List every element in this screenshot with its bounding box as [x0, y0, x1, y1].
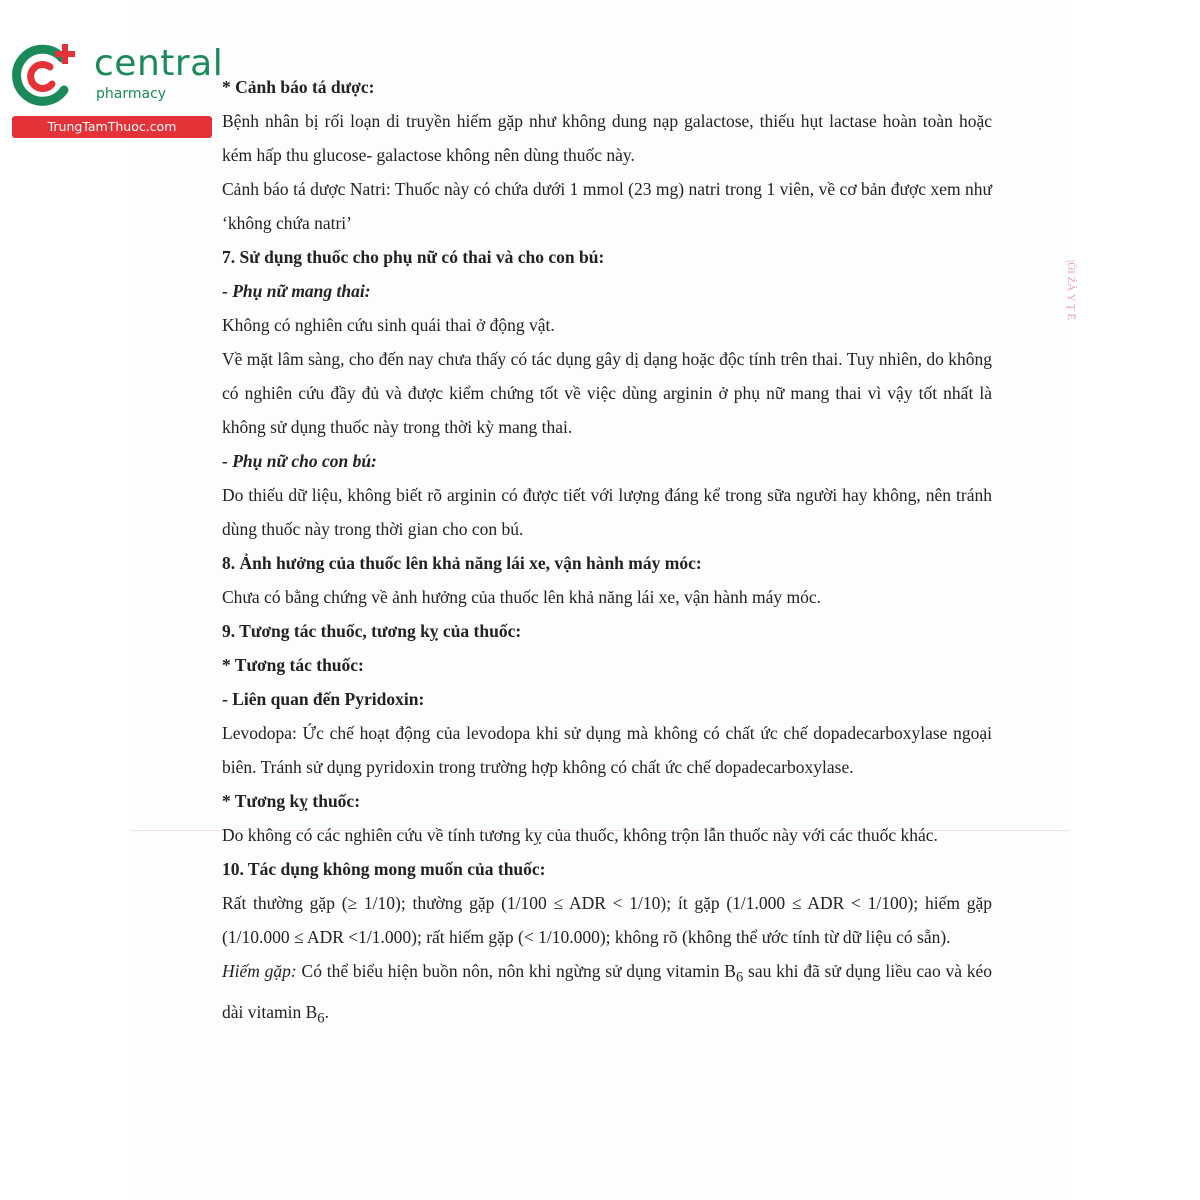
- heading-section-7: 7. Sử dụng thuốc cho phụ nữ có thai và cho con bú:: [222, 247, 605, 267]
- paragraph-sodium: Cảnh báo tá dược Natri: Thuốc này có chứa dưới 1 mmol (23 mg) natri trong 1 viên, về cơ bản được xem như ‘không chứa natri’: [222, 179, 992, 233]
- paragraph-no-studies: Không có nghiên cứu sinh quái thai ở động vật.: [222, 315, 555, 335]
- logo-subtitle: pharmacy: [96, 86, 167, 102]
- central-pharmacy-logo[interactable]: [8, 38, 224, 138]
- heading-section-9: 9. Tương tác thuốc, tương kỵ của thuốc:: [222, 621, 522, 641]
- subheading-pregnant: - Phụ nữ mang thai:: [222, 281, 371, 301]
- subheading-pyridoxin: - Liên quan đến Pyridoxin:: [222, 689, 425, 709]
- central-logo-icon: [10, 40, 84, 110]
- paragraph-incompatibility: Do không có các nghiên cứu về tính tương kỵ của thuốc, không trộn lẫn thuốc này với các thuốc khác.: [222, 825, 938, 845]
- subscript-6-b: 6: [317, 1010, 325, 1026]
- paragraph-rare: [222, 954, 992, 1035]
- subheading-breastfeeding: - Phụ nữ cho con bú:: [222, 451, 377, 471]
- document-body: [222, 70, 992, 1035]
- subscript-6-a: 6: [735, 969, 744, 986]
- logo-url-badge[interactable]: TrungTamThuoc.com: [12, 116, 212, 138]
- text-rare-c: .: [324, 1001, 329, 1022]
- paragraph-levodopa: Levodopa: Ức chế hoạt động của levodopa khi sử dụng mà không có chất ức chế dopadecarboxylase ngoại biên. Tránh sử dụng pyridoxin trong trường hợp không có chất ức chế dopadecarboxylase.: [222, 723, 992, 777]
- side-stamp-mark: |ŌI ŹÀ Y Ţ Ē: [1065, 260, 1077, 321]
- heading-section-8: 8. Ảnh hưởng của thuốc lên khả năng lái xe, vận hành máy móc:: [222, 553, 702, 573]
- label-rare: Hiếm gặp:: [222, 961, 297, 981]
- paragraph-driving: Chưa có bằng chứng về ảnh hưởng của thuốc lên khả năng lái xe, vận hành máy móc.: [222, 587, 821, 607]
- paragraph-frequency: Rất thường gặp (≥ 1/10); thường gặp (1/100 ≤ ADR < 1/10); ít gặp (1/1.000 ≤ ADR < 1/100); hiếm gặp (1/10.000 ≤ ADR <1/1.000); rất hiếm gặp (< 1/10.000); không rõ (không thể ước tính từ dữ liệu có sẵn).: [222, 893, 992, 947]
- text-rare-b: sau khi đã sử dụng liều cao và kéo dài vitamin B: [222, 961, 993, 1022]
- logo-name: central: [94, 43, 224, 84]
- heading-section-10: 10. Tác dụng không mong muốn của thuốc:: [222, 859, 546, 879]
- text-rare-a: Có thể biểu hiện buồn nôn, nôn khi ngừng sử dụng vitamin B: [296, 961, 736, 981]
- subheading-incompatibility: * Tương kỵ thuốc:: [222, 791, 361, 811]
- heading-excipient-warning: * Cảnh báo tá dược:: [222, 77, 375, 97]
- paragraph-clinical: Về mặt lâm sàng, cho đến nay chưa thấy có tác dụng gây dị dạng hoặc độc tính trên thai. Tuy nhiên, do không có nghiên cứu đầy đủ và được kiểm chứng tốt về việc dùng arginin ở phụ nữ mang thai vì vậy tốt nhất là không sử dụng thuốc này trong thời kỳ mang thai.: [222, 349, 992, 437]
- paragraph-breastfeeding: Do thiếu dữ liệu, không biết rõ arginin có được tiết với lượng đáng kể trong sữa người hay không, nên tránh dùng thuốc này trong thời gian cho con bú.: [222, 485, 992, 539]
- paragraph-galactose: Bệnh nhân bị rối loạn di truyền hiếm gặp như không dung nạp galactose, thiếu hụt lactase hoàn toàn hoặc kém hấp thu glucose- galactose không nên dùng thuốc này.: [222, 111, 992, 165]
- subheading-interactions: * Tương tác thuốc:: [222, 655, 364, 675]
